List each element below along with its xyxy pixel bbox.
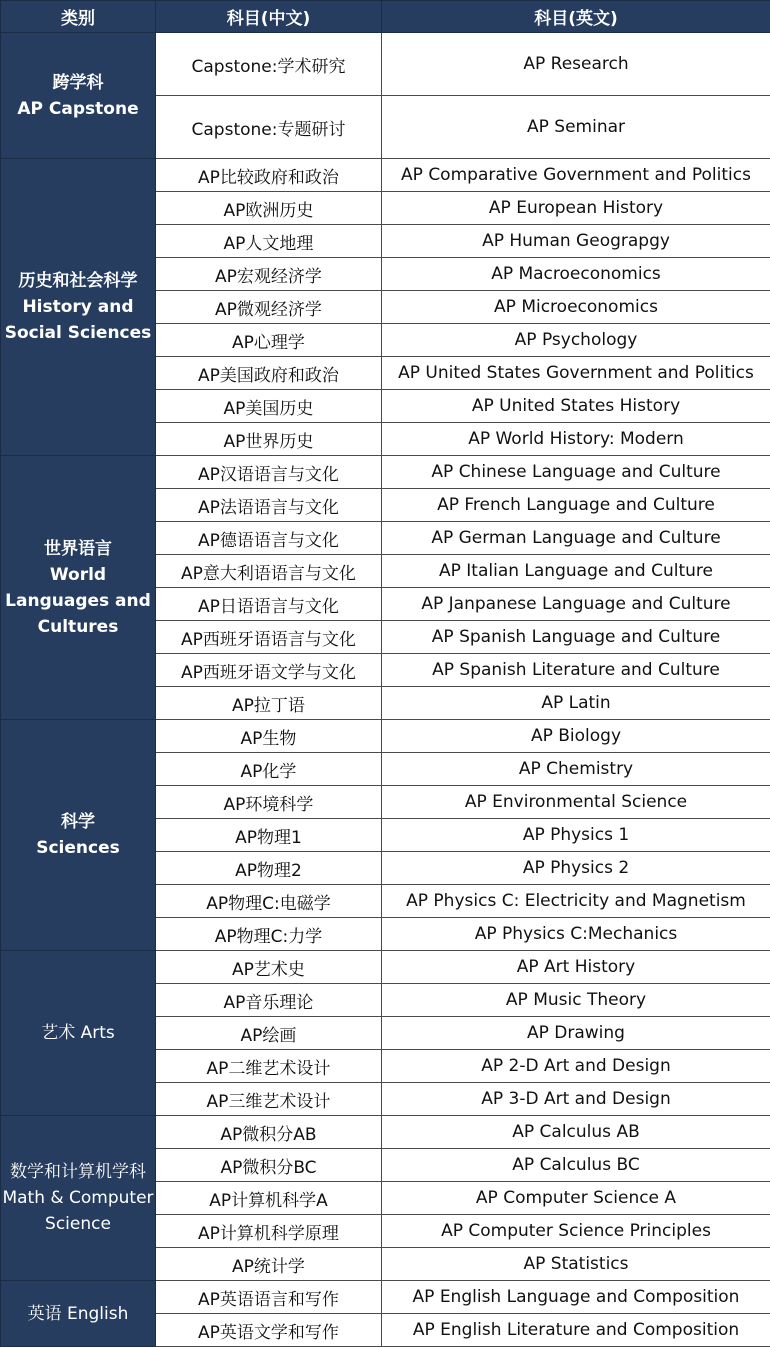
category-cell: 艺术 Arts bbox=[1, 951, 156, 1116]
subject-cn-cell: Capstone:学术研究 bbox=[156, 33, 382, 96]
header-row bbox=[1, 1, 770, 33]
subject-en-cell: AP Biology bbox=[382, 720, 770, 753]
category-cell: 历史和社会科学 History and Social Sciences bbox=[1, 159, 156, 456]
subject-cn-cell: AP微积分BC bbox=[156, 1149, 382, 1182]
subject-cn-cell: AP音乐理论 bbox=[156, 984, 382, 1017]
subject-en-cell: AP Physics C: Electricity and Magnetism bbox=[382, 885, 770, 918]
subject-en-cell: AP 3-D Art and Design bbox=[382, 1083, 770, 1116]
subject-cn-cell: Capstone:专题研讨 bbox=[156, 96, 382, 159]
table-row bbox=[1, 33, 770, 96]
subject-en-cell: AP United States Government and Politics bbox=[382, 357, 770, 390]
subject-en-cell: AP Janpanese Language and Culture bbox=[382, 588, 770, 621]
subject-cn-cell: AP物理C:力学 bbox=[156, 918, 382, 951]
subject-en-cell: AP United States History bbox=[382, 390, 770, 423]
subject-cn-cell: AP生物 bbox=[156, 720, 382, 753]
subject-cn-cell: AP二维艺术设计 bbox=[156, 1050, 382, 1083]
subject-cn-cell: AP拉丁语 bbox=[156, 687, 382, 720]
subject-cn-cell: AP计算机科学原理 bbox=[156, 1215, 382, 1248]
subject-cn-cell: AP欧洲历史 bbox=[156, 192, 382, 225]
subject-cn-cell: AP英语语言和写作 bbox=[156, 1281, 382, 1314]
subject-en-cell: AP Drawing bbox=[382, 1017, 770, 1050]
subject-cn-cell: AP微观经济学 bbox=[156, 291, 382, 324]
subject-cn-cell: AP宏观经济学 bbox=[156, 258, 382, 291]
subject-en-cell: AP English Literature and Composition bbox=[382, 1314, 770, 1347]
subject-cn-cell: AP微积分AB bbox=[156, 1116, 382, 1149]
subject-en-cell: AP Music Theory bbox=[382, 984, 770, 1017]
subject-cn-cell: AP德语语言与文化 bbox=[156, 522, 382, 555]
subject-cn-cell: AP比较政府和政治 bbox=[156, 159, 382, 192]
subject-en-cell: AP French Language and Culture bbox=[382, 489, 770, 522]
subject-en-cell: AP Research bbox=[382, 33, 770, 96]
subject-en-cell: AP World History: Modern bbox=[382, 423, 770, 456]
table-row bbox=[1, 456, 770, 489]
subject-cn-cell: AP物理1 bbox=[156, 819, 382, 852]
subject-en-cell: AP English Language and Composition bbox=[382, 1281, 770, 1314]
subject-cn-cell: AP艺术史 bbox=[156, 951, 382, 984]
subject-en-cell: AP Environmental Science bbox=[382, 786, 770, 819]
subject-en-cell: AP Macroeconomics bbox=[382, 258, 770, 291]
subject-en-cell: AP Psychology bbox=[382, 324, 770, 357]
table-row bbox=[1, 720, 770, 753]
header-subject-cn: 科目(中文) bbox=[156, 1, 382, 33]
subject-cn-cell: AP化学 bbox=[156, 753, 382, 786]
subject-en-cell: AP Seminar bbox=[382, 96, 770, 159]
subject-en-cell: AP Microeconomics bbox=[382, 291, 770, 324]
subject-cn-cell: AP美国历史 bbox=[156, 390, 382, 423]
subject-en-cell: AP Calculus BC bbox=[382, 1149, 770, 1182]
subject-en-cell: AP Physics C:Mechanics bbox=[382, 918, 770, 951]
subject-en-cell: AP Physics 1 bbox=[382, 819, 770, 852]
subject-en-cell: AP Computer Science Principles bbox=[382, 1215, 770, 1248]
category-cell: 科学 Sciences bbox=[1, 720, 156, 951]
category-cell: 跨学科 AP Capstone bbox=[1, 33, 156, 159]
table-body bbox=[1, 33, 770, 1347]
subject-cn-cell: AP意大利语语言与文化 bbox=[156, 555, 382, 588]
subject-cn-cell: AP世界历史 bbox=[156, 423, 382, 456]
subject-en-cell: AP Comparative Government and Politics bbox=[382, 159, 770, 192]
subject-cn-cell: AP西班牙语文学与文化 bbox=[156, 654, 382, 687]
subject-en-cell: AP German Language and Culture bbox=[382, 522, 770, 555]
subject-cn-cell: AP三维艺术设计 bbox=[156, 1083, 382, 1116]
subject-cn-cell: AP法语语言与文化 bbox=[156, 489, 382, 522]
subject-en-cell: AP Calculus AB bbox=[382, 1116, 770, 1149]
subject-cn-cell: AP环境科学 bbox=[156, 786, 382, 819]
subject-cn-cell: AP物理2 bbox=[156, 852, 382, 885]
table-row bbox=[1, 1281, 770, 1314]
subject-en-cell: AP Latin bbox=[382, 687, 770, 720]
subject-cn-cell: AP汉语语言与文化 bbox=[156, 456, 382, 489]
subject-cn-cell: AP计算机科学A bbox=[156, 1182, 382, 1215]
table-row bbox=[1, 159, 770, 192]
category-cell: 英语 English bbox=[1, 1281, 156, 1347]
subject-en-cell: AP Italian Language and Culture bbox=[382, 555, 770, 588]
subject-cn-cell: AP日语语言与文化 bbox=[156, 588, 382, 621]
subject-en-cell: AP 2-D Art and Design bbox=[382, 1050, 770, 1083]
table-row bbox=[1, 951, 770, 984]
category-cell: 世界语言 World Languages and Cultures bbox=[1, 456, 156, 720]
subject-cn-cell: AP西班牙语语言与文化 bbox=[156, 621, 382, 654]
subject-cn-cell: AP心理学 bbox=[156, 324, 382, 357]
category-cell: 数学和计算机学科 Math & Computer Science bbox=[1, 1116, 156, 1281]
subject-en-cell: AP Computer Science A bbox=[382, 1182, 770, 1215]
subject-en-cell: AP Spanish Literature and Culture bbox=[382, 654, 770, 687]
subject-en-cell: AP Art History bbox=[382, 951, 770, 984]
subject-en-cell: AP Physics 2 bbox=[382, 852, 770, 885]
subject-cn-cell: AP人文地理 bbox=[156, 225, 382, 258]
subject-cn-cell: AP统计学 bbox=[156, 1248, 382, 1281]
subject-en-cell: AP Human Geograpgy bbox=[382, 225, 770, 258]
table-row bbox=[1, 1116, 770, 1149]
subject-en-cell: AP Chinese Language and Culture bbox=[382, 456, 770, 489]
subject-en-cell: AP Chemistry bbox=[382, 753, 770, 786]
subject-cn-cell: AP美国政府和政治 bbox=[156, 357, 382, 390]
header-category: 类别 bbox=[1, 1, 156, 33]
subject-en-cell: AP European History bbox=[382, 192, 770, 225]
subject-cn-cell: AP英语文学和写作 bbox=[156, 1314, 382, 1347]
header-subject-en: 科目(英文) bbox=[382, 1, 770, 33]
subject-en-cell: AP Spanish Language and Culture bbox=[382, 621, 770, 654]
subject-cn-cell: AP物理C:电磁学 bbox=[156, 885, 382, 918]
subject-en-cell: AP Statistics bbox=[382, 1248, 770, 1281]
subject-cn-cell: AP绘画 bbox=[156, 1017, 382, 1050]
